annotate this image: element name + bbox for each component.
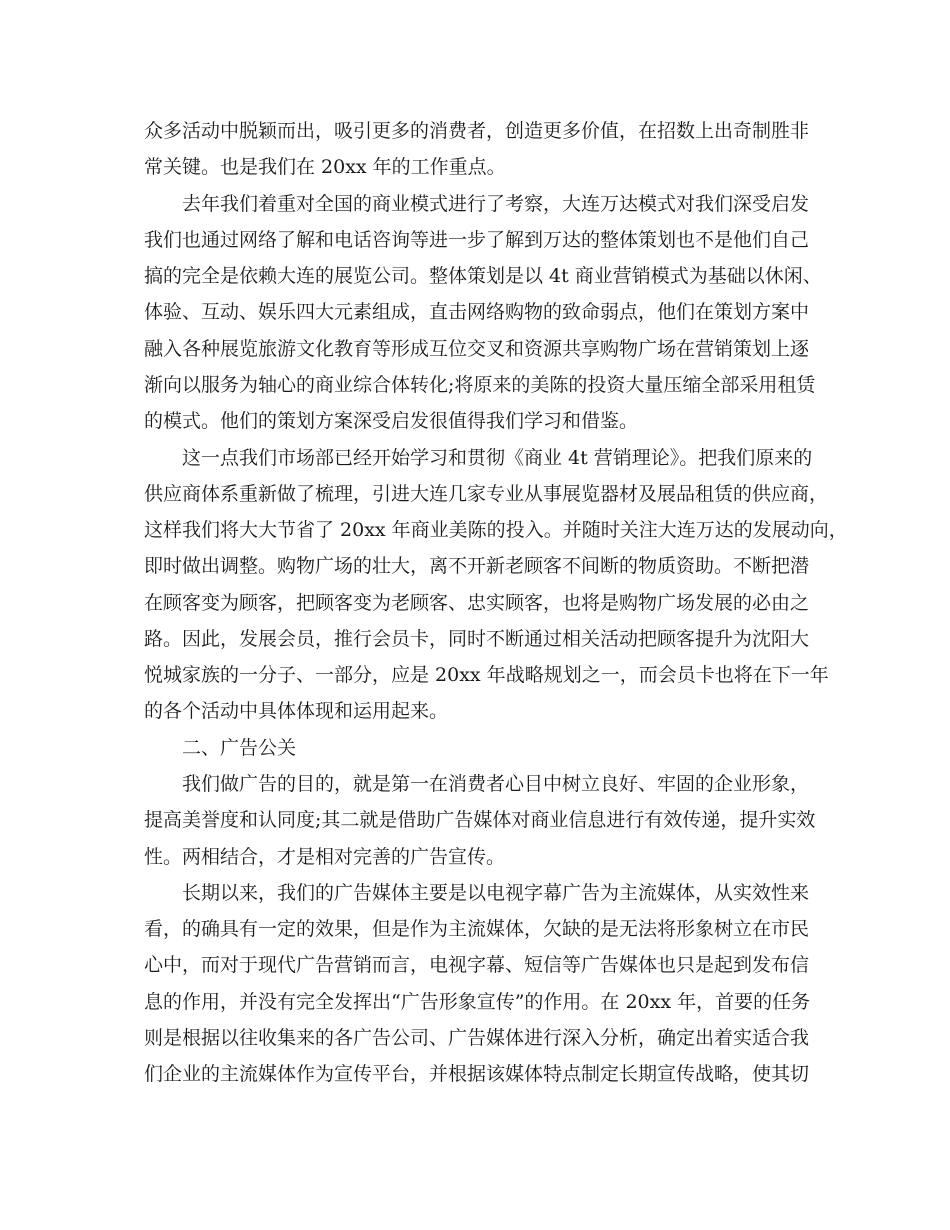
body-text-line: 供应商体系重新做了梳理，引进大连几家专业从事展览器材及展品租赁的供应商，: [144, 483, 829, 505]
body-text-line: 常关键。也是我们在 20xx 年的工作重点。: [144, 156, 506, 178]
paragraph-start-line: 这一点我们市场部已经开始学习和贯彻《商业 4t 营销理论》。把我们原来的: [182, 447, 813, 469]
body-text-line: 我们也通过网络了解和电话咨询等进一步了解到万达的整体策划也不是他们自己: [144, 229, 810, 251]
body-text-line: 在顾客变为顾客，把顾客变为老顾客、忠实顾客，也将是购物广场发展的必由之: [144, 592, 810, 614]
body-text-line: 的各个活动中具体体现和运用起来。: [144, 700, 449, 722]
body-text-line: 息的作用，并没有完全发挥出“广告形象宣传”的作用。在 20xx 年，首要的任务: [144, 991, 811, 1013]
body-text-line: 搞的完全是依赖大连的展览公司。整体策划是以 4t 商业营销模式为基础以休闲、: [144, 265, 822, 287]
body-text-line: 心中，而对于现代广告营销而言，电视字幕、短信等广告媒体也只是起到发布信: [144, 954, 810, 976]
paragraph-start-line: 去年我们着重对全国的商业模式进行了考察，大连万达模式对我们深受启发: [182, 193, 810, 215]
body-text-line: 渐向以服务为轴心的商业综合体转化;将原来的美陈的投资大量压缩全部采用租赁: [144, 374, 816, 396]
body-text-line: 则是根据以往收集来的各广告公司、广告媒体进行深入分析，确定出着实适合我: [144, 1027, 810, 1049]
section-heading: 二、广告公关: [182, 737, 297, 759]
paragraph-start-line: 长期以来，我们的广告媒体主要是以电视字幕广告为主流媒体，从实效性来: [182, 882, 810, 904]
body-text-line: 悦城家族的一分子、一部分，应是 20xx 年战略规划之一，而会员卡也将在下一年: [144, 664, 829, 686]
body-text-line: 这样我们将大大节省了 20xx 年商业美陈的投入。并随时关注大连万达的发展动向，: [144, 519, 848, 541]
body-text-line: 融入各种展览旅游文化教育等形成互位交叉和资源共享购物广场在营销策划上逐: [144, 338, 810, 360]
body-text-line: 看，的确具有一定的效果，但是作为主流媒体，欠缺的是无法将形象树立在市民: [144, 918, 810, 940]
body-text-line: 即时做出调整。购物广场的壮大，离不开新老顾客不间断的物质资助。不断把潜: [144, 555, 810, 577]
body-text-line: 路。因此，发展会员，推行会员卡，同时不断通过相关活动把顾客提升为沈阳大: [144, 628, 810, 650]
body-text-line: 们企业的主流媒体作为宣传平台，并根据该媒体特点制定长期宣传战略，使其切: [144, 1063, 810, 1085]
body-text-line: 体验、互动、娱乐四大元素组成，直击网络购物的致命弱点，他们在策划方案中: [144, 301, 810, 323]
body-text-line: 众多活动中脱颖而出，吸引更多的消费者，创造更多价值，在招数上出奇制胜非: [144, 120, 810, 142]
body-text-line: 提高美誉度和认同度;其二就是借助广告媒体对商业信息进行有效传递，提升实效: [144, 809, 816, 831]
paragraph-start-line: 我们做广告的目的，就是第一在消费者心目中树立良好、牢固的企业形象，: [182, 773, 810, 795]
body-text-line: 的模式。他们的策划方案深受启发很值得我们学习和借鉴。: [144, 410, 639, 432]
body-text-line: 性。两相结合，才是相对完善的广告宣传。: [144, 846, 506, 868]
